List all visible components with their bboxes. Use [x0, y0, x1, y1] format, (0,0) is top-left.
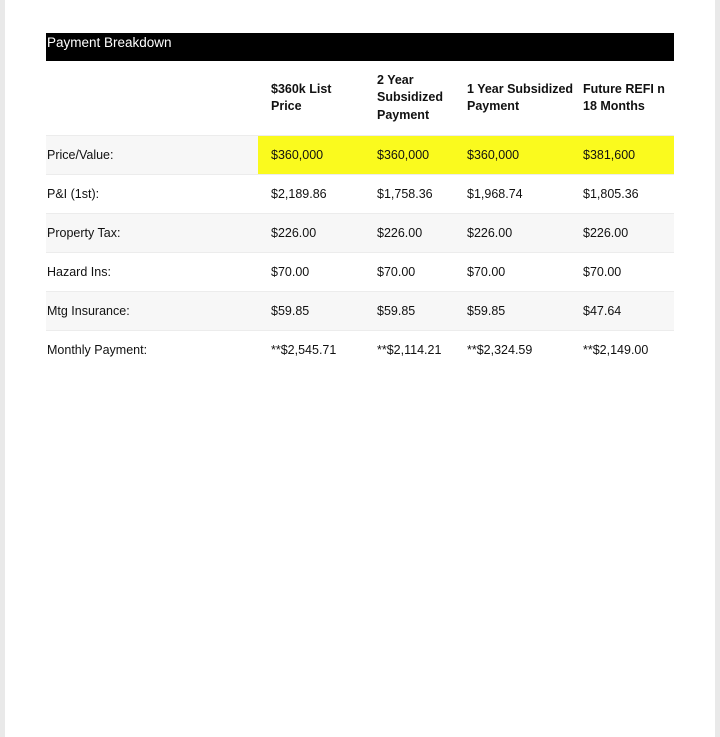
column-header-2-year-subsidized: 2 Year Subsidized Payment — [377, 72, 443, 122]
cell-future-refi: $381,600 — [576, 136, 674, 175]
cell-future-refi: $1,805.36 — [576, 175, 674, 214]
payment-breakdown-table — [46, 61, 674, 369]
cell-future-refi: **$2,149.00 — [576, 331, 674, 370]
document-page — [5, 0, 715, 737]
cell-list-price: $2,189.86 — [258, 175, 364, 214]
table-row-hazard-insurance — [46, 253, 674, 292]
cell-list-price: $226.00 — [258, 214, 364, 253]
row-label: Hazard Ins: — [46, 253, 258, 292]
cell-1-year: $1,968.74 — [466, 175, 576, 214]
column-header-1-year-subsidized: 1 Year Subsidized Payment — [467, 81, 574, 113]
table-row-monthly-payment — [46, 331, 674, 370]
cell-future-refi: $70.00 — [576, 253, 674, 292]
table-row-property-tax — [46, 214, 674, 253]
cell-1-year: $360,000 — [466, 136, 576, 175]
cell-2-year: **$2,114.21 — [364, 331, 466, 370]
cell-list-price: $360,000 — [258, 136, 364, 175]
cell-2-year: $70.00 — [364, 253, 466, 292]
cell-2-year: $360,000 — [364, 136, 466, 175]
header-empty-cell — [46, 61, 258, 136]
cell-2-year: $59.85 — [364, 292, 466, 331]
table-row-principal-interest — [46, 175, 674, 214]
column-header-list-price: $360k List Price — [271, 81, 332, 113]
cell-list-price: **$2,545.71 — [258, 331, 364, 370]
cell-1-year: $70.00 — [466, 253, 576, 292]
cell-1-year: $226.00 — [466, 214, 576, 253]
row-label: P&I (1st): — [46, 175, 258, 214]
row-label: Mtg Insurance: — [46, 292, 258, 331]
row-label: Monthly Payment: — [46, 331, 258, 370]
cell-1-year: $59.85 — [466, 292, 576, 331]
table-title: Payment Breakdown — [46, 33, 674, 61]
header-row — [46, 61, 674, 136]
cell-future-refi: $47.64 — [576, 292, 674, 331]
cell-list-price: $59.85 — [258, 292, 364, 331]
table-row-price-value — [46, 136, 674, 175]
row-label: Property Tax: — [46, 214, 258, 253]
table-row-mortgage-insurance — [46, 292, 674, 331]
cell-future-refi: $226.00 — [576, 214, 674, 253]
cell-1-year: **$2,324.59 — [466, 331, 576, 370]
cell-2-year: $1,758.36 — [364, 175, 466, 214]
column-header-future-refi: Future REFI n 18 Months — [583, 81, 665, 113]
row-label: Price/Value: — [46, 136, 258, 175]
cell-2-year: $226.00 — [364, 214, 466, 253]
cell-list-price: $70.00 — [258, 253, 364, 292]
